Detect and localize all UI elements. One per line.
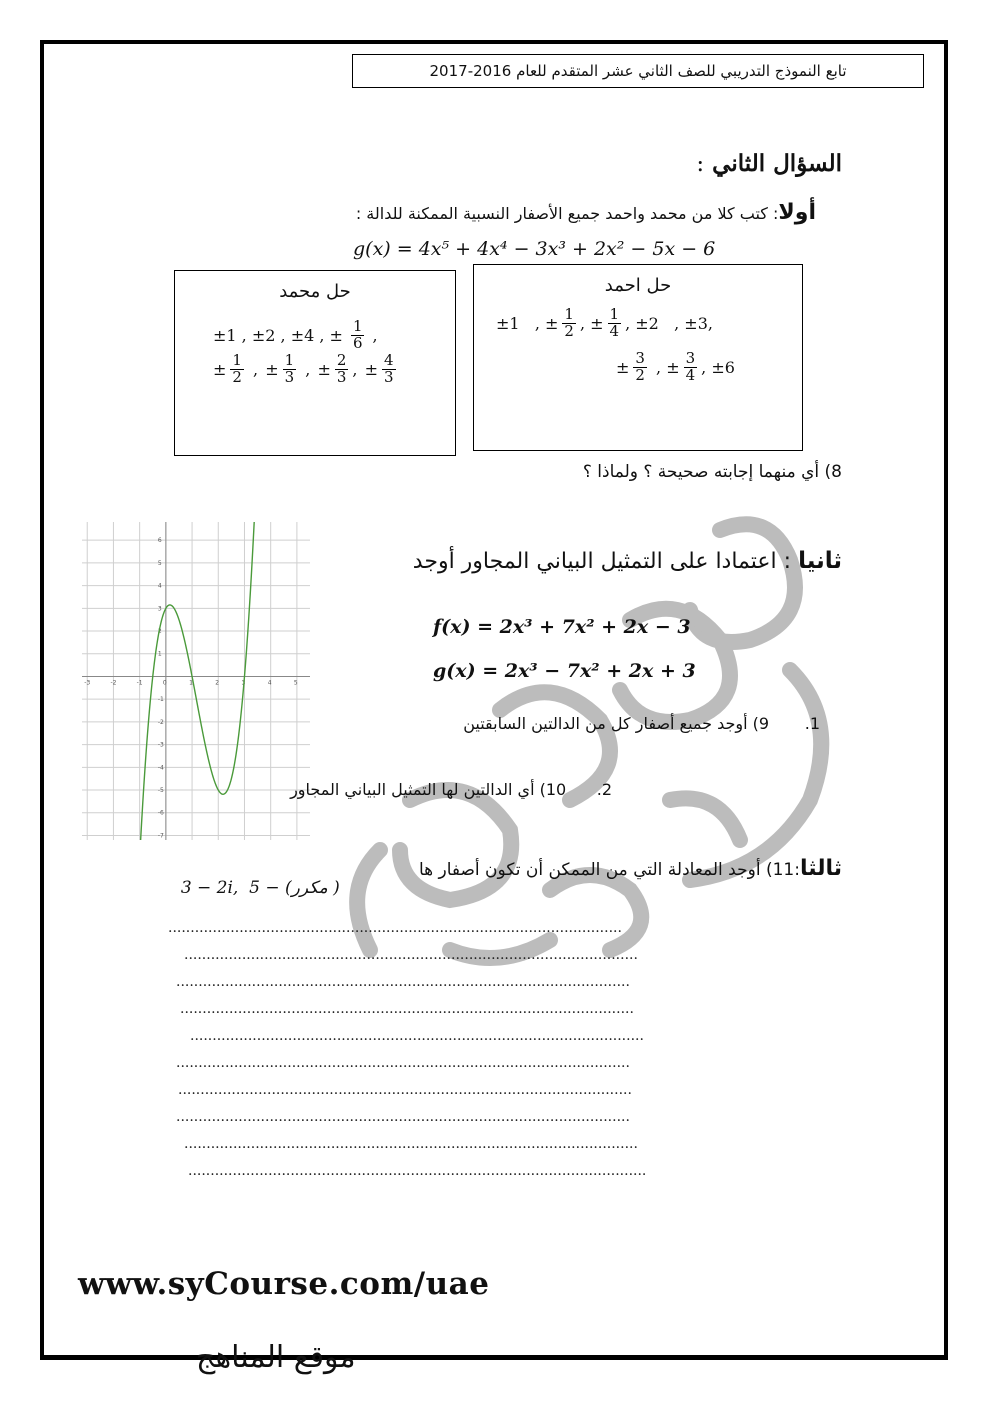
x-tick-label: 0 [162, 679, 167, 687]
item-10: 2. 10) أي الدالتين لها التمثيل البياني المجاور [290, 780, 612, 799]
part3-text: :11) أوجد المعادلة التي من الممكن أن تكون أصفار ها [418, 860, 800, 880]
mohamed-row1: ±1 , ±2 , ±4 , ± $\frac{1}{6}$ , [213, 317, 378, 352]
y-tick-label: 3 [157, 605, 162, 613]
y-tick-label: -6 [157, 809, 164, 817]
x-tick-label: 2 [215, 679, 220, 687]
part1-text: : كتب كلا من محمد واحمد جميع الأصفار النسبية الممكنة للدالة : [355, 204, 779, 223]
y-tick-label: 2 [157, 628, 162, 636]
ahmed-row2: ± $\frac{3}{2}$ , ± $\frac{3}{4}$ , ±6 [616, 349, 735, 384]
question-title: السؤال الثاني : [696, 150, 842, 177]
x-tick-label: 3 [241, 679, 246, 687]
answer-line[interactable]: ...................................................................................................... [180, 1001, 634, 1017]
f-equation: f(x) = 2x³ + 7x² + 2x − 3 [433, 616, 691, 638]
function-graph [82, 522, 310, 840]
x-tick-label: -1 [136, 679, 143, 687]
x-tick-label: 4 [267, 679, 272, 687]
mohamed-frac-1-6: $\frac{1}{6}$ [352, 317, 363, 352]
g-equation: g(x) = 4x⁵ + 4x⁴ − 3x³ + 2x² − 5x − 6 [353, 238, 716, 260]
answer-line[interactable]: ...................................................................................................... [184, 947, 638, 963]
answer-line[interactable]: ...................................................................................................... [176, 974, 630, 990]
part3-zeros: 3 − 2i, 5 − (مكرر ) [180, 878, 340, 898]
y-tick-label: 4 [157, 582, 162, 590]
part3-line [419, 856, 842, 881]
y-tick-label: 5 [157, 559, 162, 567]
part1-label: أولا [778, 200, 816, 225]
y-tick-label: 6 [157, 537, 162, 545]
header-text: تابع النموذج التدريبي للصف الثاني عشر المتقدم للعام 2016-2017 [429, 62, 847, 80]
answer-line[interactable]: ...................................................................................................... [176, 1055, 630, 1071]
part1-line [356, 200, 816, 225]
y-tick-label: -3 [157, 741, 164, 749]
x-tick-label: -2 [110, 679, 117, 687]
ahmed-row1: ±1 , ± $\frac{1}{2}$ , ± $\frac{1}{4}$ , ±2 , ±3, [496, 305, 713, 340]
answer-line[interactable]: ...................................................................................................... [184, 1136, 638, 1152]
x-tick-label: 5 [293, 679, 298, 687]
y-tick-label: -2 [157, 718, 164, 726]
answer-line[interactable]: ...................................................................................................... [176, 1109, 630, 1125]
y-tick-label: -4 [157, 764, 164, 772]
y-tick-label: -1 [157, 696, 164, 704]
site-arabic-name: موقع المناهج [196, 1340, 356, 1375]
part2-text: : اعتمادا على التمثيل البياني المجاور أوجد [412, 549, 792, 574]
answer-line[interactable]: ...................................................................................................... [168, 920, 622, 936]
part3-label: ثالثا [799, 856, 842, 881]
header-box [352, 54, 924, 88]
ahmed-solution-box [473, 264, 803, 451]
answer-line[interactable]: ....................................................................................................... [188, 1163, 647, 1179]
site-url[interactable]: www.syCourse.com/uae [78, 1266, 490, 1302]
answer-line[interactable]: ...................................................................................................... [178, 1082, 632, 1098]
part2-line [413, 548, 842, 574]
mohamed-title: حل محمد [279, 281, 351, 302]
part2-label: ثانيا [798, 548, 842, 574]
x-tick-label: 1 [189, 679, 193, 687]
answer-line[interactable]: ...................................................................................................... [190, 1028, 644, 1044]
g-equation-2: g(x) = 2x³ − 7x² + 2x + 3 [433, 660, 696, 682]
item-9: 1. 9) أوجد جميع أصفار كل من الدالتين السابقتين [463, 714, 820, 733]
ahmed-title: حل احمد [604, 275, 672, 296]
y-tick-label: -5 [157, 787, 164, 795]
mohamed-row2: ± $\frac{1}{2}$ , ± $\frac{1}{3}$ , ± $\frac{2}{3}$ , ± $\frac{4}{3}$ [213, 351, 394, 386]
question-8: 8) أي منهما إجابته صحيحة ؟ ولماذا ؟ [582, 462, 842, 482]
x-tick-label: -3 [84, 679, 91, 687]
y-tick-label: 1 [157, 650, 162, 658]
y-tick-label: -7 [157, 832, 164, 840]
mohamed-solution-box [174, 270, 456, 456]
